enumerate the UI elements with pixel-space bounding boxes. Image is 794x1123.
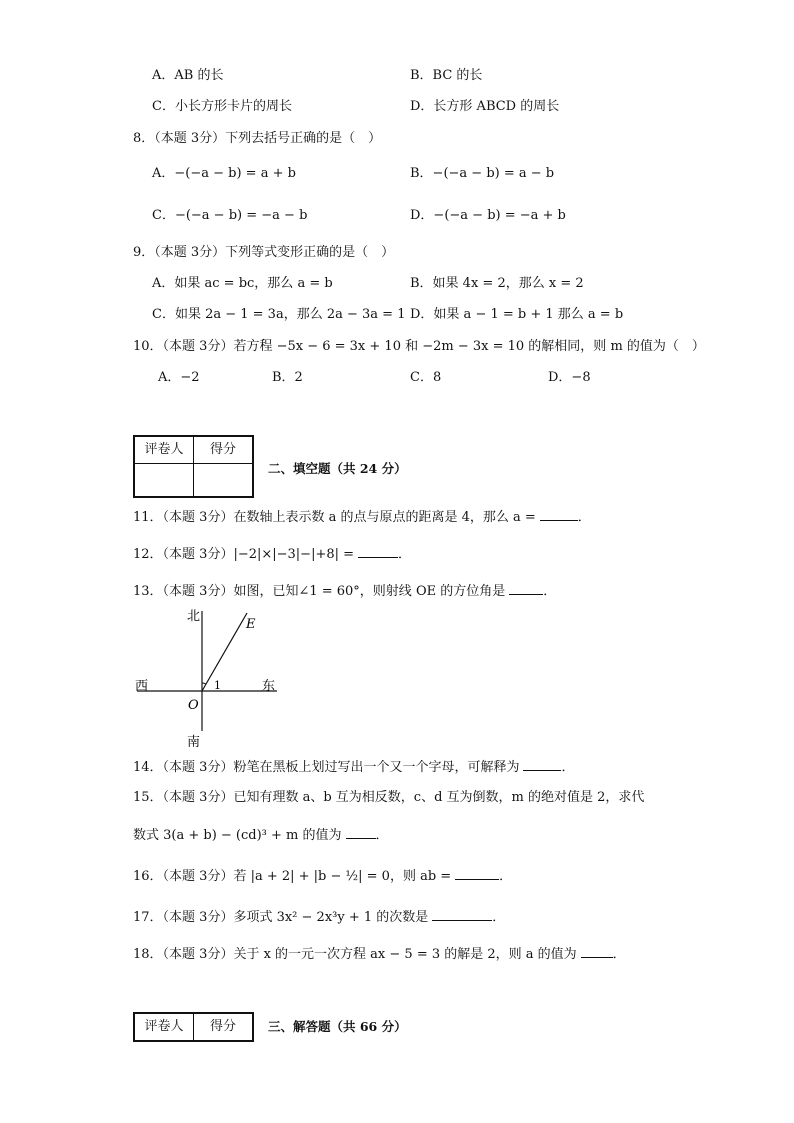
q15-line-1: 15．（本题 3分）已知有理数 a、b 互为相反数，c、d 互为倒数，m 的绝对值是 2，求代	[133, 790, 645, 805]
q17-text: 17．（本题 3分）多项式 3x² − 2x³y + 1 的次数是	[133, 910, 429, 925]
q11-end: ．	[577, 510, 591, 525]
q17	[133, 907, 505, 927]
q8-option-b: B．−(−a − b) = a − b	[410, 166, 555, 181]
q16-text: 16．（本题 3分）若 |a + 2| + |b − ½| = 0，则 ab =	[133, 869, 452, 884]
reviewer-header: 评卷人	[134, 436, 194, 464]
q17-end: ．	[492, 910, 506, 925]
q7-option-d: D．长方形 ABCD 的周长	[410, 99, 560, 114]
q14-text: 14．（本题 3分）粉笔在黑板上划过写出一个又一个字母，可解释为	[133, 760, 520, 775]
q18-end: ．	[612, 947, 626, 962]
q10-option-d: D．−8	[548, 370, 591, 385]
q8-option-d: D．−(−a − b) = −a + b	[410, 208, 566, 223]
east-label: 东	[262, 679, 276, 694]
q13-answer-blank	[509, 581, 543, 595]
q9-option-d: D．如果 a − 1 = b + 1 那么 a = b	[410, 307, 624, 322]
origin-label: O	[188, 698, 199, 713]
score-header: 得分	[194, 436, 254, 464]
q10-option-a: A．−2	[158, 370, 200, 385]
q14-end: ．	[561, 760, 575, 775]
section-2-title: 二、填空题（共 24 分）	[268, 461, 407, 476]
q12-end: ．	[398, 547, 412, 562]
q13-text: 13．（本题 3分）如图，已知∠1 = 60°，则射线 OE 的方位角是	[133, 584, 506, 599]
q9-option-a: A．如果 ac = bc，那么 a = b	[152, 276, 333, 291]
q14-answer-blank	[523, 757, 561, 771]
q9-option-c: C．如果 2a − 1 = 3a，那么 2a − 3a = 1	[152, 307, 406, 322]
q12-text: 12．（本题 3分）|−2|×|−3|−|+8| =	[133, 547, 355, 562]
section-3-title: 三、解答题（共 66 分）	[268, 1019, 407, 1034]
q15-end: ．	[375, 828, 389, 843]
q8-option-a: A．−(−a − b) = a + b	[152, 166, 296, 181]
reviewer-cell	[134, 464, 194, 498]
q13	[133, 581, 556, 601]
q16-answer-blank	[455, 866, 499, 880]
score-box-section-2	[133, 435, 254, 498]
north-label: 北	[187, 609, 201, 624]
q11-text: 11．（本题 3分）在数轴上表示数 a 的点与原点的距离是 4，那么 a =	[133, 510, 536, 525]
reviewer-header-2: 评卷人	[134, 1013, 194, 1041]
q18-answer-blank	[581, 944, 613, 958]
score-box-section-3	[133, 1012, 254, 1042]
direction-figure	[125, 603, 295, 751]
score-header-2: 得分	[194, 1013, 254, 1041]
q15-line-2	[133, 825, 389, 845]
q17-answer-blank	[432, 907, 492, 921]
q12-answer-blank	[358, 544, 398, 558]
q10-option-c: C．8	[410, 370, 442, 385]
q9-stem: 9．（本题 3分）下列等式变形正确的是（ ）	[133, 245, 395, 260]
angle-arc	[202, 683, 206, 684]
ray-label: E	[246, 617, 256, 632]
q7-option-c: C．小长方形卡片的周长	[152, 99, 292, 114]
q9-option-b: B．如果 4x = 2，那么 x = 2	[410, 276, 584, 291]
q15-answer-blank	[346, 825, 376, 839]
q7-option-b: B．BC 的长	[410, 68, 483, 83]
q15-text: 数式 3(a + b) − (cd)³ + m 的值为	[133, 828, 342, 843]
q18	[133, 944, 626, 964]
q7-option-a: A．AB 的长	[152, 68, 224, 83]
q16-end: ．	[499, 869, 513, 884]
q16	[133, 866, 512, 886]
q8-option-c: C．−(−a − b) = −a − b	[152, 208, 308, 223]
q12	[133, 544, 411, 564]
west-label: 西	[135, 679, 149, 694]
q10-stem: 10．（本题 3分）若方程 −5x − 6 = 3x + 10 和 −2m − 3x = 10 的解相同，则 m 的值为（ ）	[133, 339, 705, 354]
q10-option-b: B．2	[272, 370, 303, 385]
q11	[133, 507, 591, 527]
q11-answer-blank	[540, 507, 578, 521]
score-cell	[194, 464, 254, 498]
q13-end: ．	[543, 584, 557, 599]
angle-label: 1	[214, 679, 221, 692]
south-label: 南	[187, 735, 201, 750]
q18-text: 18．（本题 3分）关于 x 的一元一次方程 ax − 5 = 3 的解是 2，则 a 的值为	[133, 947, 577, 962]
q8-stem: 8．（本题 3分）下列去括号正确的是（ ）	[133, 131, 382, 146]
ray-oe	[202, 613, 247, 691]
q14	[133, 757, 574, 777]
